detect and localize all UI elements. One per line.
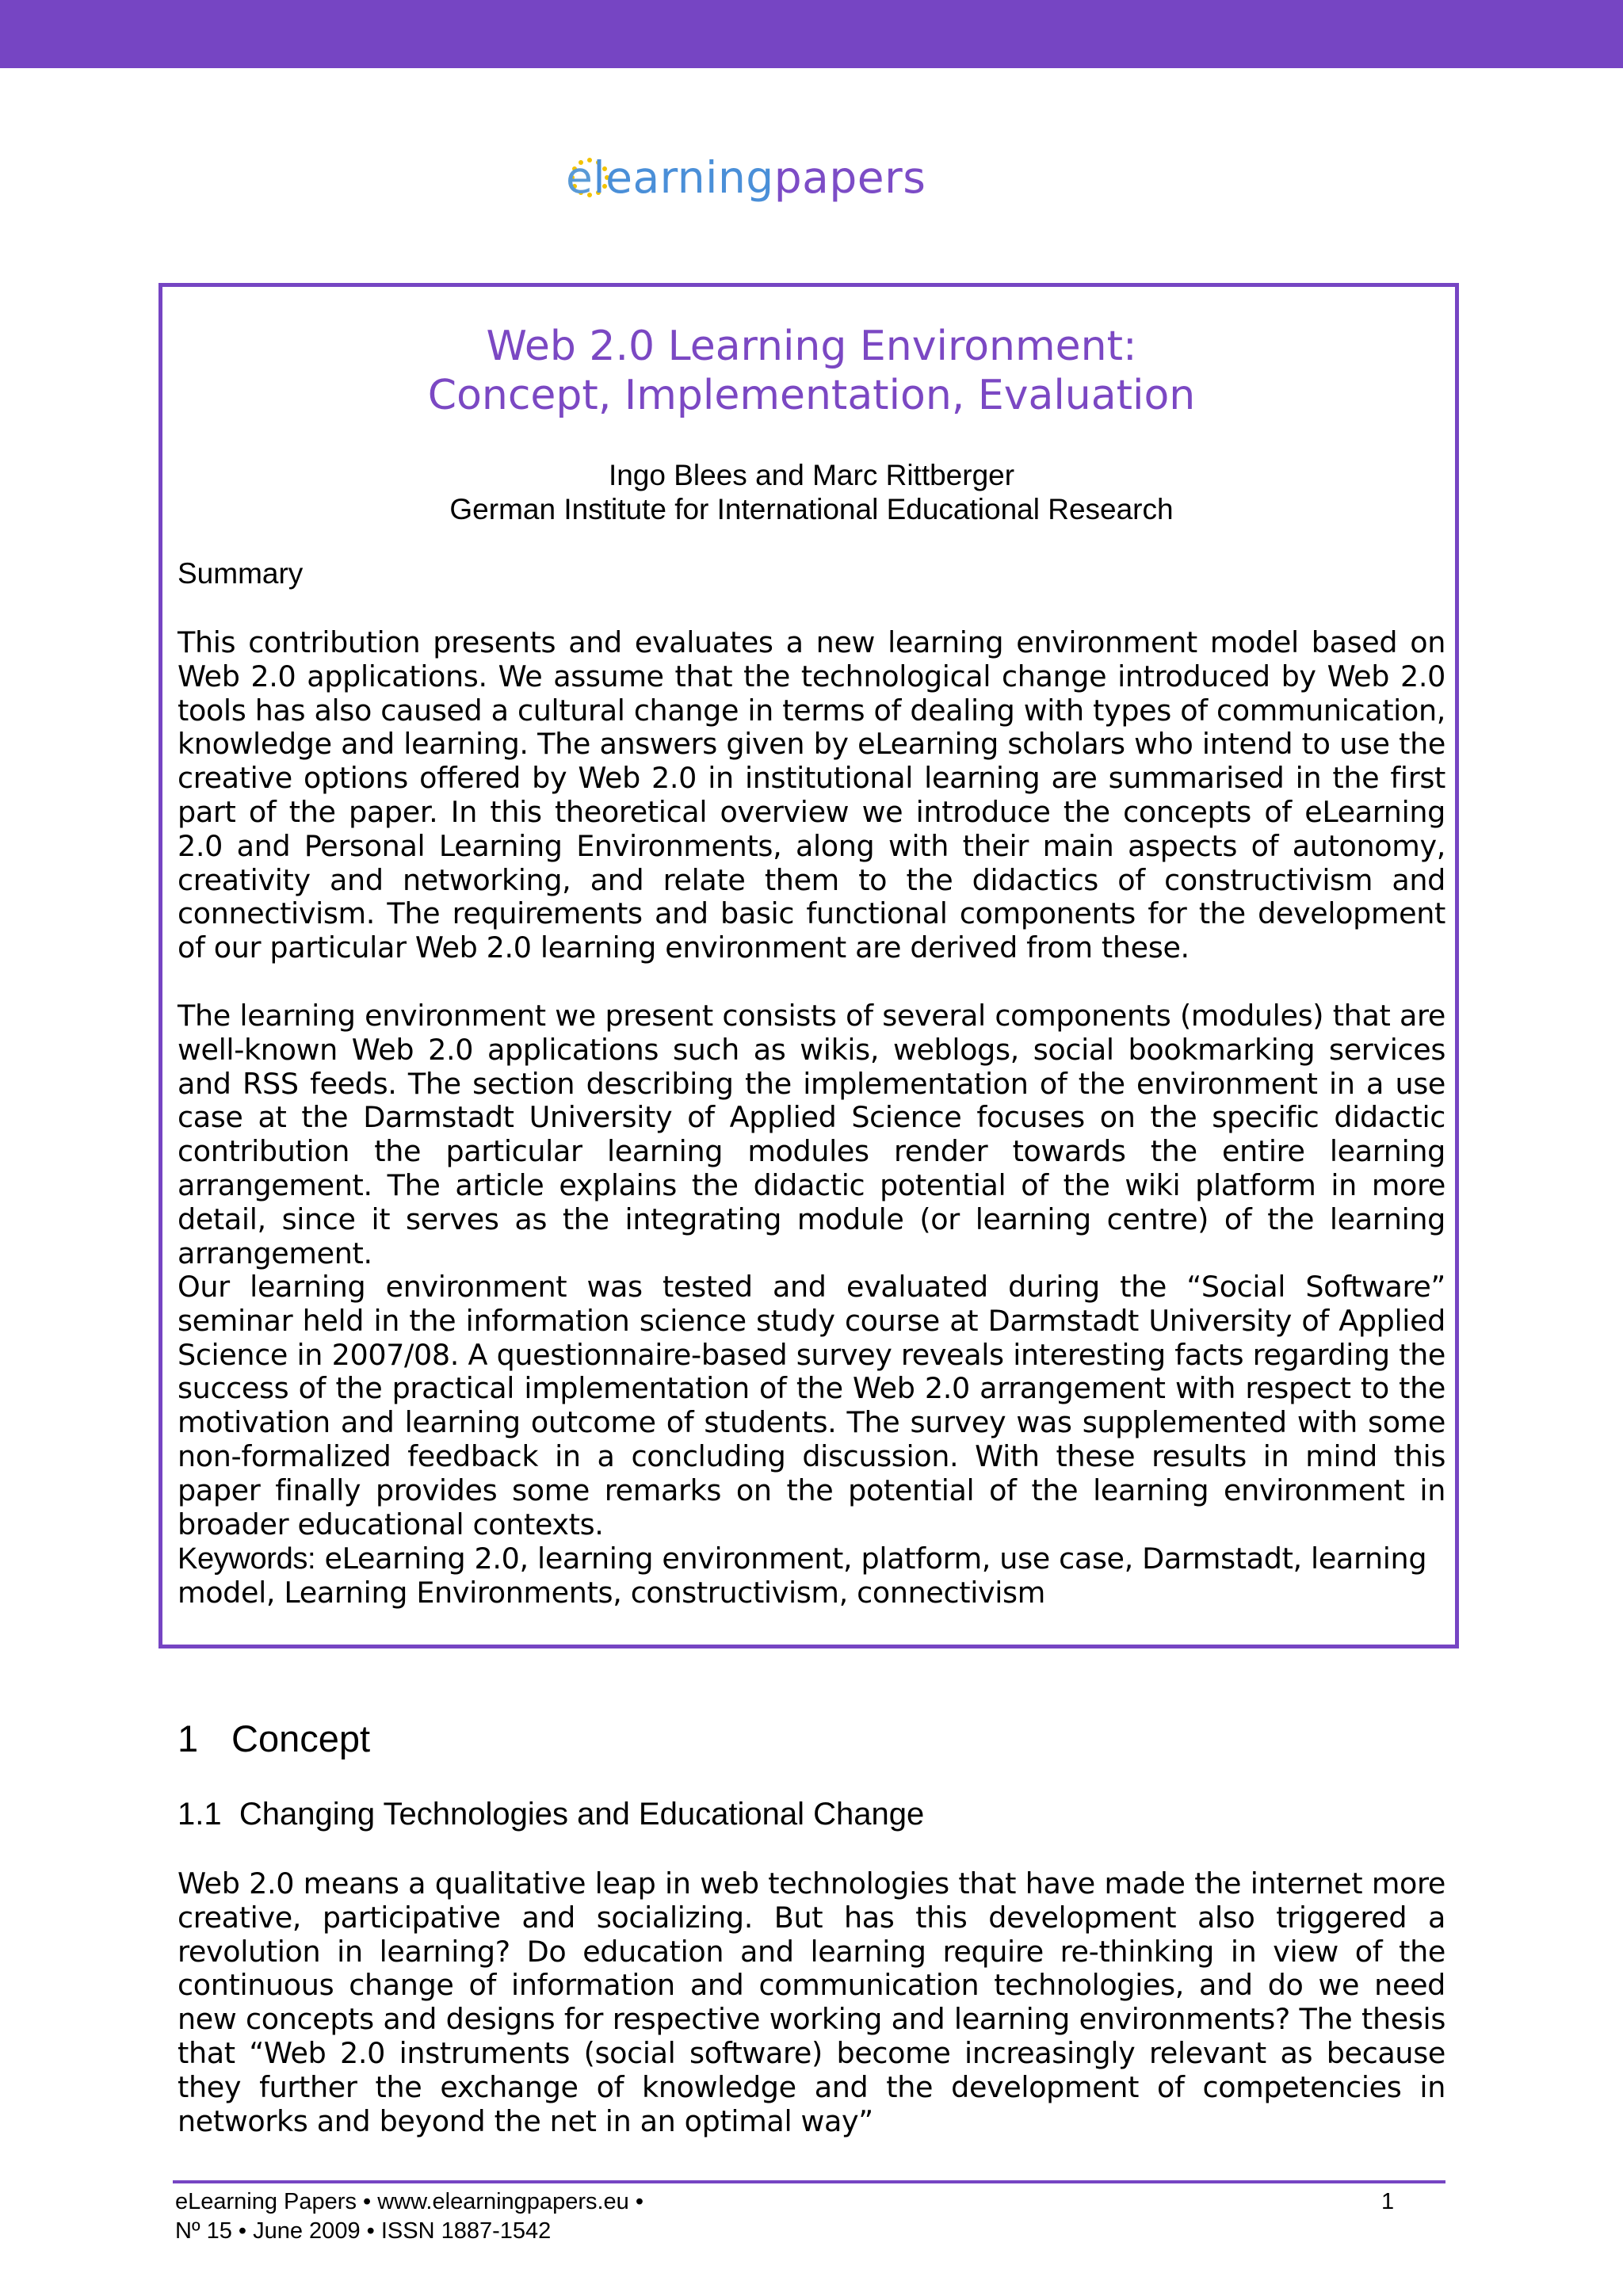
footer-divider — [173, 2180, 1445, 2183]
keywords-label: Keywords: — [178, 1542, 316, 1576]
keywords-list: eLearning 2.0, learning environment, platform, use case, Darmstadt, learning model, Learning Environments, constructivism, connectivism — [178, 1541, 1427, 1610]
author-names: Ingo Blees and Marc Rittberger — [608, 459, 1015, 491]
summary-heading: Summary — [178, 557, 304, 590]
summary-paragraph-3: Our learning environment was tested and evaluated during the “Social Software” seminar held in the information science study course at Darmstadt University of Applied Science in 2007/08. A questionnaire-based survey reveals interesting facts regarding the success of the practical implementation of the Web 2.0 arrangement with respect to the motivation and learning outcome of students. The survey was supplemented with some non-formalized feedback in a concluding discussion. With these results in mind this paper finally provides some remarks on the potential of the learning environment in broader educational contexts. — [178, 1270, 1445, 1541]
logo-e: e — [566, 152, 594, 203]
section-1-1-paragraph-1: Web 2.0 means a qualitative leap in web technologies that have made the internet more creative, participative and socializing. But has this development also triggered a revolution in learning? Do education and learning require re-thinking in view of the continuous change of information and communication technologies, and do we need new concepts and designs for respective working and learning environments? The thesis that “Web 2.0 instruments (social software) become increasingly relevant as because they further the exchange of knowledge and the development of competencies in networks and beyond the net in an optimal way” — [178, 1866, 1445, 2138]
elearningpapers-logo — [566, 149, 926, 206]
keywords — [178, 1542, 1445, 1610]
author-affiliation: German Institute for International Educational Research — [449, 493, 1174, 525]
logo-learning: learning — [593, 152, 774, 203]
summary-paragraph-2: The learning environment we present consists of several components (modules) that are well-known Web 2.0 applications such as wikis, weblogs, social bookmarking services and RSS feeds. The section describing the implementation of the environment in a use case at the Darmstadt University of Applied Science focuses on the specific didactic contribution the particular learning modules render towards the entire learning arrangement. The article explains the didactic potential of the wiki platform in more detail, since it serves as the integrating module (or learning centre) of the learning arrangement. — [178, 999, 1445, 1270]
section-1-1-heading: 1.1 Changing Technologies and Educational Change — [178, 1797, 925, 1832]
page-number: 1 — [1381, 2189, 1395, 2214]
section-title: Concept — [231, 1717, 371, 1759]
footer-journal-url: eLearning Papers • www.elearningpapers.eu • — [175, 2189, 644, 2214]
section-number: 1 — [178, 1717, 199, 1759]
top-banner — [0, 0, 1623, 68]
section-1-heading — [178, 1717, 370, 1760]
logo-papers: papers — [773, 152, 926, 203]
summary-paragraph-1: This contribution presents and evaluates a new learning environment model based on Web 2.0 applications. We assume that the technological change introduced by Web 2.0 tools has also caused a cultural change in terms of dealing with types of communication, knowledge and learning. The answers given by eLearning scholars who intend to use the creative options offered by Web 2.0 in institutional learning are summarised in the first part of the paper. In this theoretical overview we introduce the concepts of eLearning 2.0 and Personal Learning Environments, along with their main aspects of autonomy, creativity and networking, and relate them to the didactics of constructivism and connectivism. The requirements and basic functional components for the development of our particular Web 2.0 learning environment are derived from these. — [178, 625, 1445, 965]
paper-title-line2: Concept, Implementation, Evaluation — [427, 372, 1196, 419]
paper-title-line1: Web 2.0 Learning Environment: — [486, 323, 1137, 370]
footer-issue-info: Nº 15 • June 2009 • ISSN 1887-1542 — [175, 2218, 552, 2244]
